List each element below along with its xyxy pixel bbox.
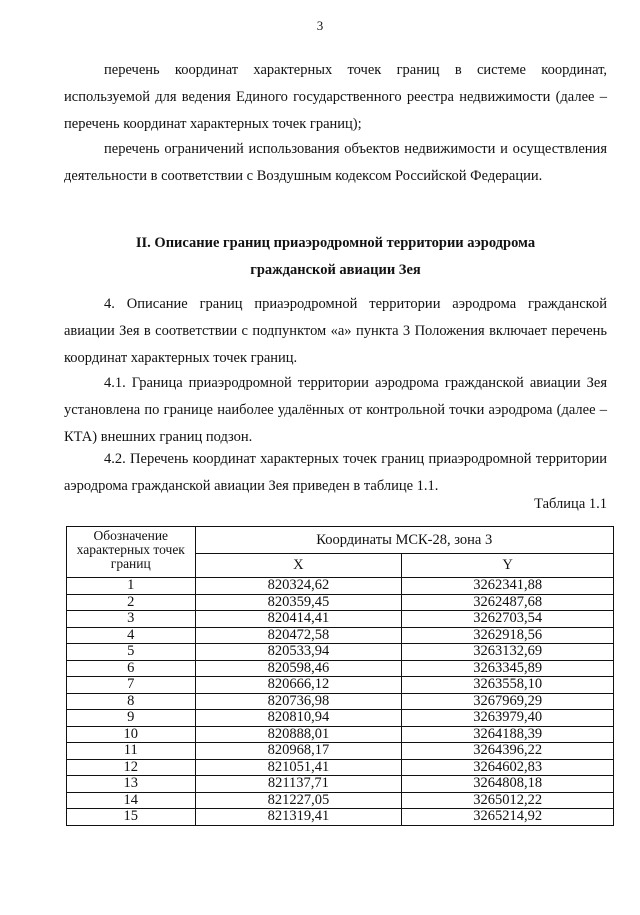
paragraph-4-1: 4.1. Граница приаэродромной территории аэродрома гражданской авиации Зея установлена по границе наиболее удалённых от контрольной точки аэродрома (далее – КТА) внешних границ подзон.: [64, 375, 607, 445]
table-row: [67, 677, 614, 694]
point-number-cell: 12: [67, 759, 196, 776]
table-row: [67, 759, 614, 776]
table-row: [67, 776, 614, 793]
x-coordinate-cell: 821051,41: [195, 759, 402, 776]
table-row: [67, 743, 614, 760]
point-number-cell: 7: [67, 677, 196, 694]
section-heading-line2: гражданской авиации Зея: [250, 262, 421, 278]
y-header: Y: [402, 554, 614, 578]
point-number-cell: 11: [67, 743, 196, 760]
x-coordinate-cell: 820359,45: [195, 594, 402, 611]
paragraph-restrictions-list: перечень ограничений использования объектов недвижимости и осуществления деятельности в соответствии с Воздушным кодексом Российской Федерации.: [64, 141, 607, 184]
x-coordinate-cell: 821137,71: [195, 776, 402, 793]
y-coordinate-cell: 3265214,92: [402, 809, 614, 826]
coordinates-table: [66, 526, 614, 826]
paragraph-coordinates-list: перечень координат характерных точек границ в системе координат, используемой для ведения Единого государственного реестра недвижимости (далее – перечень координат характерных точек границ);: [64, 62, 607, 132]
y-coordinate-cell: 3263979,40: [402, 710, 614, 727]
paragraph-4-2: 4.2. Перечень координат характерных точек границ приаэродромной территории аэродрома гражданской авиации Зея приведен в таблице 1.1.: [64, 451, 607, 494]
points-header: Обозначение характерных точек границ: [67, 527, 196, 578]
y-coordinate-cell: 3265012,22: [402, 792, 614, 809]
x-coordinate-cell: 820888,01: [195, 726, 402, 743]
table-row: [67, 578, 614, 595]
x-coordinate-cell: 820666,12: [195, 677, 402, 694]
y-coordinate-cell: 3264808,18: [402, 776, 614, 793]
y-coordinate-cell: 3264602,83: [402, 759, 614, 776]
point-number-cell: 1: [67, 578, 196, 595]
table-row: [67, 693, 614, 710]
y-coordinate-cell: 3264188,39: [402, 726, 614, 743]
point-number-cell: 8: [67, 693, 196, 710]
table-row: [67, 660, 614, 677]
table-row: [67, 710, 614, 727]
table-body: [67, 578, 614, 826]
table-row: [67, 627, 614, 644]
x-coordinate-cell: 820472,58: [195, 627, 402, 644]
y-coordinate-cell: 3262703,54: [402, 611, 614, 628]
point-number-cell: 10: [67, 726, 196, 743]
point-number-cell: 14: [67, 792, 196, 809]
table-row: [67, 611, 614, 628]
y-coordinate-cell: 3267969,29: [402, 693, 614, 710]
coordinates-header: Координаты МСК-28, зона 3: [195, 527, 613, 554]
x-coordinate-cell: 821319,41: [195, 809, 402, 826]
point-number-cell: 4: [67, 627, 196, 644]
table-row: [67, 726, 614, 743]
x-coordinate-cell: 820598,46: [195, 660, 402, 677]
point-number-cell: 15: [67, 809, 196, 826]
table-row: [67, 594, 614, 611]
x-coordinate-cell: 820414,41: [195, 611, 402, 628]
paragraph-4: 4. Описание границ приаэродромной территории аэродрома гражданской авиации Зея в соответствии с подпунктом «а» пункта 3 Положения включает перечень координат характерных точек границ.: [64, 296, 607, 366]
x-coordinate-cell: 820324,62: [195, 578, 402, 595]
y-coordinate-cell: 3262918,56: [402, 627, 614, 644]
page-number: 3: [316, 18, 324, 33]
point-number-cell: 2: [67, 594, 196, 611]
y-coordinate-cell: 3262487,68: [402, 594, 614, 611]
table-row: [67, 809, 614, 826]
point-number-cell: 6: [67, 660, 196, 677]
table-row: [67, 792, 614, 809]
x-coordinate-cell: 820533,94: [195, 644, 402, 661]
point-number-cell: 3: [67, 611, 196, 628]
y-coordinate-cell: 3263558,10: [402, 677, 614, 694]
x-coordinate-cell: 820968,17: [195, 743, 402, 760]
y-coordinate-cell: 3262341,88: [402, 578, 614, 595]
x-coordinate-cell: 821227,05: [195, 792, 402, 809]
point-number-cell: 13: [67, 776, 196, 793]
x-coordinate-cell: 820736,98: [195, 693, 402, 710]
section-heading-line1: II. Описание границ приаэродромной территории аэродрома: [135, 235, 536, 251]
x-coordinate-cell: 820810,94: [195, 710, 402, 727]
y-coordinate-cell: 3263345,89: [402, 660, 614, 677]
x-header: X: [195, 554, 402, 578]
table-caption: Таблица 1.1: [534, 496, 607, 512]
point-number-cell: 5: [67, 644, 196, 661]
point-number-cell: 9: [67, 710, 196, 727]
y-coordinate-cell: 3264396,22: [402, 743, 614, 760]
table-row: [67, 644, 614, 661]
y-coordinate-cell: 3263132,69: [402, 644, 614, 661]
